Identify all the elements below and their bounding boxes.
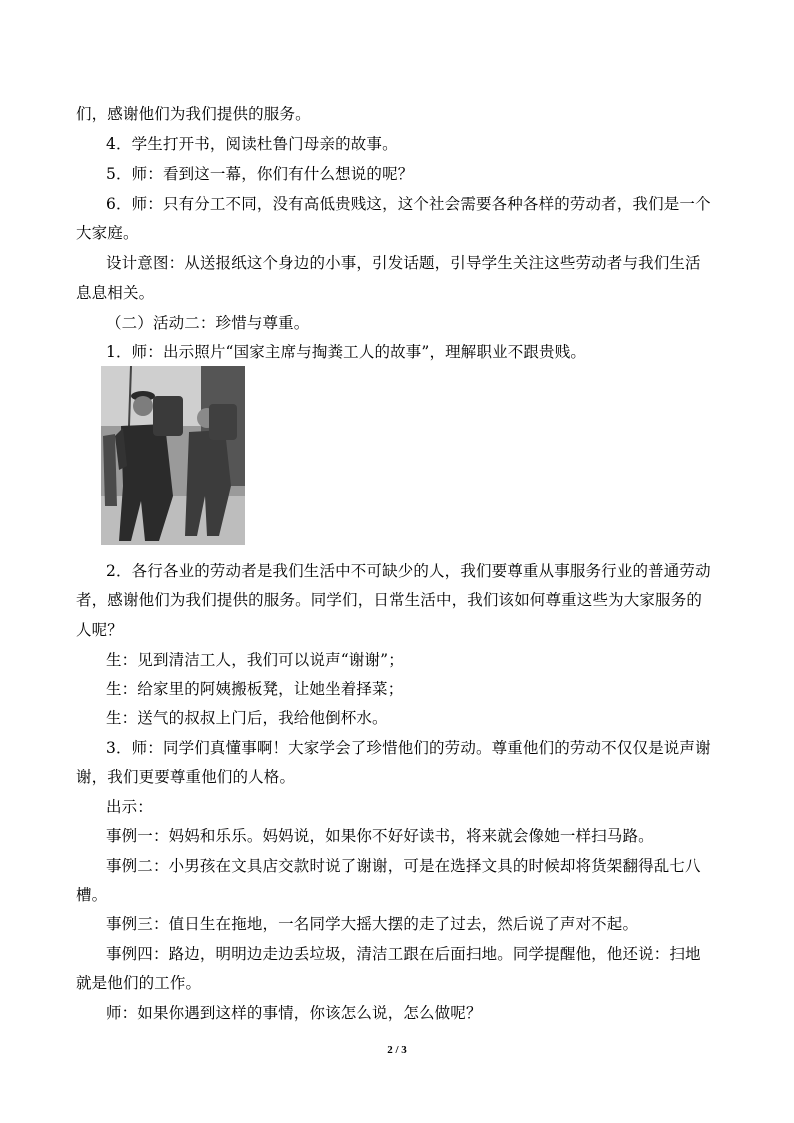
text-line: 2．各行各业的劳动者是我们生活中不可缺少的人，我们要尊重从事服务行业的普通劳动 (106, 562, 711, 580)
text-line: 4．学生打开书，阅读杜鲁门母亲的故事。 (106, 135, 398, 153)
example-item: 事例三：值日生在拖地，一名同学大摇大摆的走了过去，然后说了声对不起。 (106, 915, 639, 933)
text-line: 5．师：看到这一幕，你们有什么想说的呢？ (106, 165, 414, 183)
text-line: 谢，我们更要尊重他们的人格。 (76, 768, 296, 786)
text-line: 人呢？ (76, 621, 123, 639)
text-line: 就是他们的工作。 (76, 974, 202, 992)
text-line: 设计意图：从送报纸这个身边的小事，引发话题，引导学生关注这些劳动者与我们生活 (106, 254, 701, 272)
text-line: 槽。 (76, 886, 108, 904)
text-line: 师：如果你遇到这样的事情，你该怎么说，怎么做呢？ (106, 1004, 482, 1022)
example-item: 事例四：路边，明明边走边丢垃圾，清洁工跟在后面扫地。同学提醒他，他还说：扫地 (106, 945, 701, 963)
text-line: 1．师：出示照片“国家主席与掏粪工人的故事”，理解职业不跟贵贱。 (106, 343, 587, 361)
text-line: 6．师：只有分工不同，没有高低贵贱这，这个社会需要各种各样的劳动者，我们是一个 (106, 195, 711, 213)
page-number: 2 / 3 (387, 1044, 407, 1056)
photo-illustration (101, 366, 245, 545)
text-line: 者，感谢他们为我们提供的服务。同学们，日常生活中，我们该如何尊重这些为大家服务的 (76, 591, 703, 609)
text-line: 大家庭。 (76, 224, 139, 242)
text-line: 3．师：同学们真懂事啊！大家学会了珍惜他们的劳动。尊重他们的劳动不仅仅是说声谢 (106, 739, 711, 757)
text-line: 们，感谢他们为我们提供的服务。 (76, 105, 311, 123)
historical-photo (101, 366, 245, 545)
student-answer: 生：送气的叔叔上门后，我给他倒杯水。 (106, 709, 388, 727)
section-heading: （二）活动二：珍惜与尊重。 (106, 314, 310, 332)
text-line: 息息相关。 (76, 284, 155, 302)
example-item: 事例一：妈妈和乐乐。妈妈说，如果你不好好读书，将来就会像她一样扫马路。 (106, 827, 654, 845)
student-answer: 生：给家里的阿姨搬板凳，让她坐着择菜； (106, 680, 404, 698)
example-item: 事例二：小男孩在文具店交款时说了谢谢，可是在选择文具的时候却将货架翻得乱七八 (106, 857, 701, 875)
text-line: 出示： (106, 798, 153, 816)
student-answer: 生：见到清洁工人，我们可以说声“谢谢”； (106, 651, 404, 669)
